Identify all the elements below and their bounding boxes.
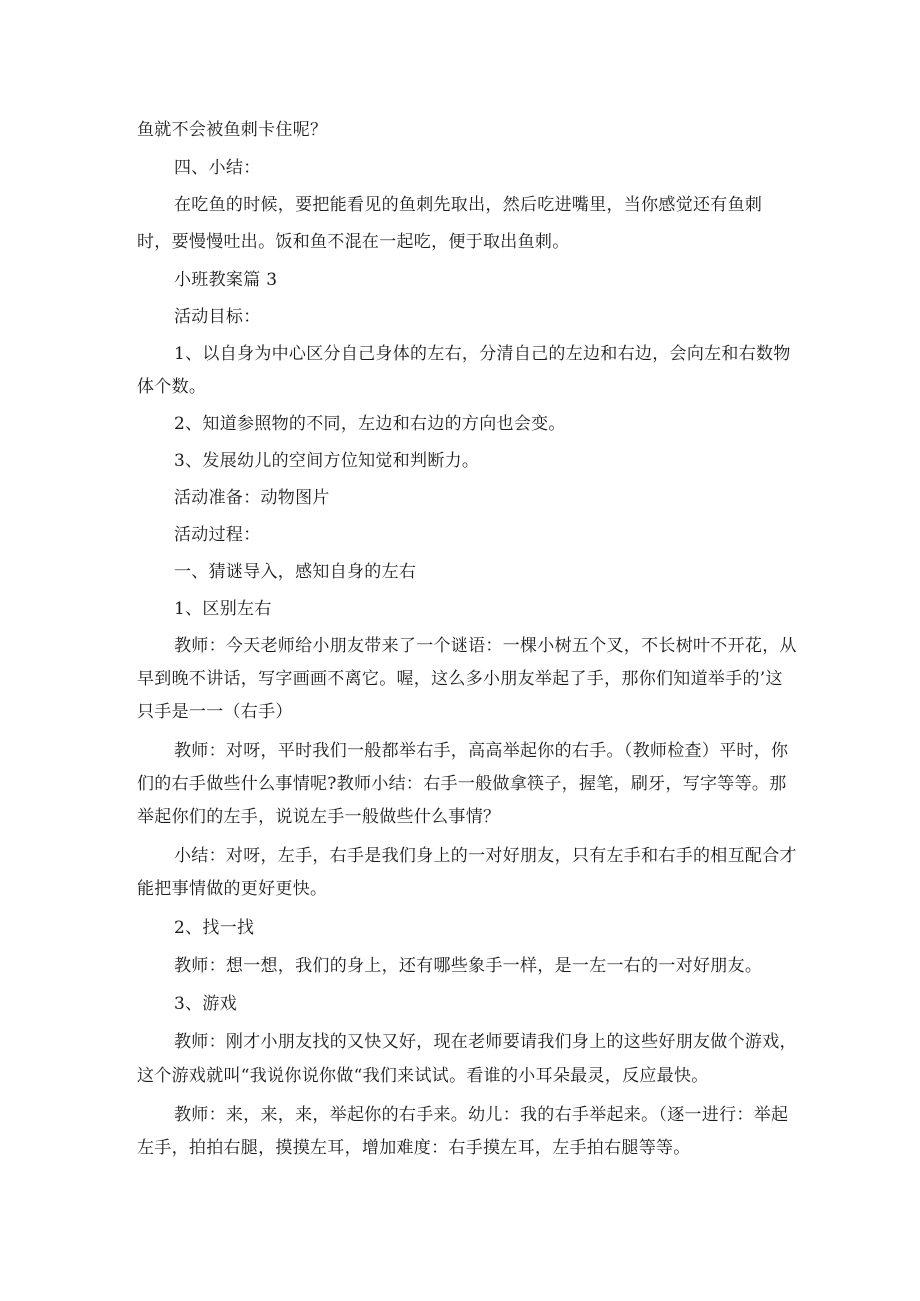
text-line: 小结：对呀，左手，右手是我们身上的一对好朋友，只有左手和右手的相互配合才	[174, 846, 797, 866]
section-heading: 3、游戏	[174, 994, 238, 1014]
text-line: 3、发展幼儿的空间方位知觉和判断力。	[174, 451, 480, 471]
text-line: 体个数。	[137, 377, 207, 397]
text-line: 只手是一一（右手）	[137, 702, 293, 722]
section-heading: 活动过程：	[174, 525, 261, 545]
section-heading: 1、区别左右	[174, 599, 272, 619]
text-line: 教师：今天老师给小朋友带来了一个谜语：一棵小树五个叉，不长树叶不开花，从	[174, 636, 797, 656]
text-line: 这个游戏就叫“我说你说你做“我们来试试。看谁的小耳朵最灵，反应最快。	[137, 1066, 709, 1086]
text-line: 教师：对呀，平时我们一般都举右手，高高举起你的右手。（教师检查）平时，你	[174, 741, 789, 761]
text-line: 教师：来，来，来，举起你的右手来。幼儿：我的右手举起来。（逐一进行：举起	[174, 1105, 789, 1125]
text-line: 2、知道参照物的不同，左边和右边的方向也会变。	[174, 414, 566, 434]
text-line: 鱼就不会被鱼刺卡住呢？	[137, 120, 328, 140]
text-line: 在吃鱼的时候，要把能看见的鱼刺先取出，然后吃进嘴里，当你感觉还有鱼刺	[174, 195, 763, 215]
section-heading: 活动目标：	[174, 307, 261, 327]
section-heading: 2、找一找	[174, 918, 255, 938]
text-line: 左手，拍拍右腿，摸摸左耳，增加难度：右手摸左耳，左手拍右腿等等。	[137, 1138, 691, 1158]
text-line: 举起你们的左手，说说左手一般做些什么事情？	[137, 807, 501, 827]
text-line: 1、以自身为中心区分自己身体的左右，分清自己的左边和右边，会向左和右数物	[174, 344, 791, 364]
text-line: 教师：刚才小朋友找的又快又好，现在老师要请我们身上的这些好朋友做个游戏，	[174, 1032, 797, 1052]
text-line: 活动准备：动物图片	[174, 488, 330, 508]
text-line: 时，要慢慢吐出。饭和鱼不混在一起吃，便于取出鱼刺。	[137, 232, 570, 252]
text-line: 们的右手做些什么事情呢?教师小结：右手一般做拿筷子，握笔，刷牙，写字等等。那	[137, 774, 787, 794]
text-line: 早到晚不讲话，写字画画不离它。喔，这么多小朋友举起了手，那你们知道举手的’这	[137, 669, 783, 689]
section-heading: 小班教案篇 3	[174, 270, 278, 290]
text-line: 能把事情做的更好更快。	[137, 879, 328, 899]
text-line: 教师：想一想，我们的身上，还有哪些象手一样，是一左一右的一对好朋友。	[174, 956, 763, 976]
section-heading: 四、小结：	[174, 158, 261, 178]
section-heading: 一、猜谜导入，感知自身的左右	[174, 562, 417, 582]
